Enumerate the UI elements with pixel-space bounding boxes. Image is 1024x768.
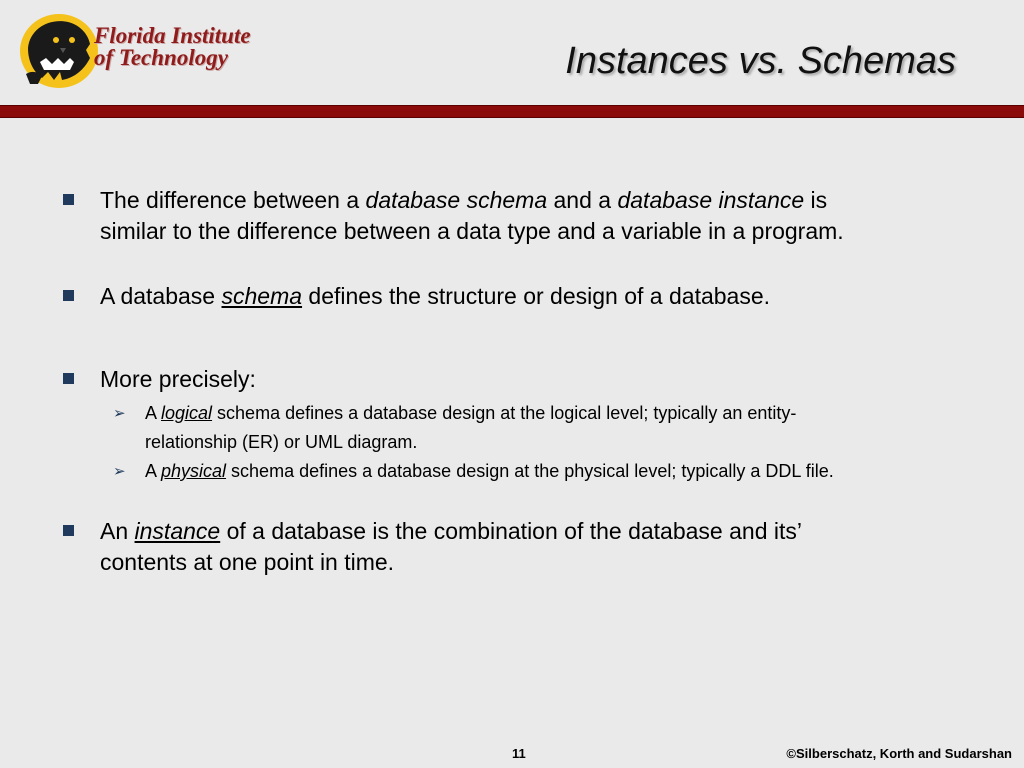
bullet-schema-vs-instance [100, 185, 950, 247]
page-number: 11 [512, 746, 526, 761]
bullet-text: defines the structure or design of a database. [302, 283, 771, 309]
sub-bullet-text: A [145, 403, 162, 423]
bullet-text: A database [100, 283, 222, 309]
title-divider-bar [0, 105, 1024, 118]
sub-bullet-logical [145, 399, 875, 457]
term-database-schema: database schema [365, 187, 548, 213]
sub-bullet-text: schema defines a database design at the physical level; typically a DDL file. [226, 461, 834, 481]
slide-title: Instances vs. Schemas [565, 40, 956, 82]
bullet-instance-definition [100, 516, 950, 578]
bullet-text: The difference between a [100, 187, 366, 213]
panther-icon [20, 14, 98, 88]
bullet-text: More precisely: [100, 366, 256, 392]
term-physical: physical [161, 461, 227, 481]
bullet-text: is [804, 187, 828, 213]
bullet-text: An [100, 518, 135, 544]
copyright-notice: ©Silberschatz, Korth and Sudarshan [786, 746, 1012, 761]
sub-bullet-text: A [145, 461, 162, 481]
bullet-schema-definition [100, 281, 950, 312]
bullet-text: contents at one point in time. [100, 549, 395, 575]
logo-wordmark [94, 25, 251, 69]
logo-line-2: of Technology [94, 45, 228, 70]
sub-bullet-physical [145, 457, 875, 486]
sub-bullet-text: schema defines a database design at the logical level; typically an entity- [212, 403, 797, 423]
term-logical: logical [161, 403, 213, 423]
sub-bullet-text: relationship (ER) or UML diagram. [145, 432, 418, 452]
bullet-text: of a database is the combination of the database and its’ [220, 518, 802, 544]
bullet-text: similar to the difference between a data type and a variable in a program. [100, 218, 844, 244]
term-database-instance: database instance [617, 187, 805, 213]
logo-line-1: Florida Institute [94, 23, 251, 48]
term-instance: instance [134, 518, 221, 544]
fit-logo [20, 14, 255, 90]
bullet-more-precisely [100, 364, 950, 395]
term-schema: schema [221, 283, 303, 309]
bullet-text: and a [547, 187, 618, 213]
